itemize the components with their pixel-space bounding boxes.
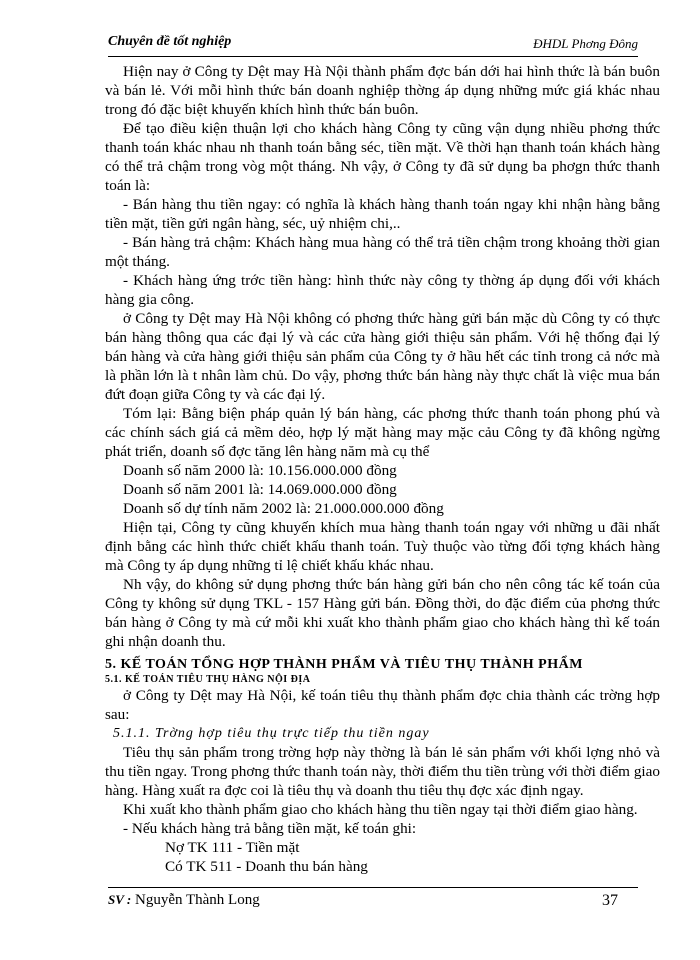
paragraph: Nh vậy, do không sử dụng phơng thức bán hàng gửi bán cho nên công tác kế toán của Công ty không sử dụng TKL - 157 Hàng gửi bán. Đồng thời, do đặc điểm của phơng thức bán hàng ở Công ty mà cứ mỗi khi xuất kho thành phẩm giao cho khách hàng thì kế toán ghi nhận doanh thu. bbox=[105, 576, 660, 650]
footer-author bbox=[108, 892, 260, 909]
paragraph: ở Công ty Dệt may Hà Nội, kế toán tiêu thụ thành phẩm đợc chia thành các trờng hợp sau: bbox=[105, 687, 660, 723]
subsubsection-title: 5.1.1. Trờng hợp tiêu thụ trực tiếp thu tiền ngay bbox=[113, 726, 430, 741]
paragraph: Tóm lại: Bằng biện pháp quản lý bán hàng, các phơng thức thanh toán phong phú và các chính sách giá cả mềm dẻo, hợp lý mặt hàng may mặc cảu Công ty đã không ngừng phát triển, doanh số đợc tăng lên hàng năm mà cụ thể bbox=[105, 405, 660, 460]
page-number: 37 bbox=[602, 892, 618, 909]
section-title: 5. KẾ TOÁN TỔNG HỢP THÀNH PHẨM VÀ TIÊU THỤ THÀNH PHẨM bbox=[105, 657, 583, 672]
subsection-title: 5.1. KẾ TOÁN TIÊU THỤ HÀNG NỘI ĐỊA bbox=[105, 674, 311, 685]
author-name: Nguyễn Thành Long bbox=[135, 892, 260, 908]
list-item: - Khách hàng ứng trớc tiền hàng: hình thức này công ty thờng áp dụng đối với khách hàng gia công. bbox=[105, 272, 660, 308]
revenue-line: Doanh số dự tính năm 2002 là: 21.000.000.000 đồng bbox=[123, 500, 444, 517]
list-item: - Bán hàng thu tiền ngay: có nghĩa là khách hàng thanh toán ngay khi nhận hàng bằng tiền mặt, tiền gửi ngân hàng, séc, uỷ nhiệm chi,.. bbox=[105, 196, 660, 232]
paragraph: Tiêu thụ sản phẩm trong trờng hợp này thờng là bán lẻ sản phẩm với khối lợng nhỏ và thu tiền ngay. Trong phơng thức thanh toán này, thời điểm thu tiền trùng với thời điểm giao hàng. Hàng xuất ra đợc coi là tiêu thụ và doanh thu tiêu thụ đợc xác định ngay. bbox=[105, 744, 660, 799]
accounting-entry: Nợ TK 111 - Tiền mặt bbox=[165, 839, 300, 856]
list-item: - Nếu khách hàng trả bằng tiền mặt, kế toán ghi: bbox=[123, 820, 417, 837]
revenue-line: Doanh số năm 2001 là: 14.069.000.000 đồng bbox=[123, 481, 397, 498]
header-school: ĐHDL Phơng Đông bbox=[533, 36, 638, 51]
paragraph: Để tạo điều kiện thuận lợi cho khách hàng Công ty cũng vận dụng nhiều phơng thức thanh toán khác nhau nh thanh toán bằng séc, tiền mặt. Về thời hạn thanh toán khách hàng có thể trả chậm trong vòg một tháng. Nh vậy, ở Công ty đã sử dụng ba phơgn thức thanh toán là: bbox=[105, 120, 660, 194]
page-header bbox=[108, 34, 638, 57]
paragraph: Khi xuất kho thành phẩm giao cho khách hàng thu tiền ngay tại thời điểm giao hàng. bbox=[123, 801, 638, 818]
paragraph: Hiện tại, Công ty cũng khuyến khích mua hàng thanh toán ngay với những u đãi nhất định bằng các hình thức chiết khấu thanh toán. Tuỳ thuộc vào từng đối tợng khách hàng mà Công ty áp dụng những tỉ lệ chiết khấu khác nhau. bbox=[105, 519, 660, 574]
header-title: Chuyên đề tốt nghiệp bbox=[108, 34, 232, 49]
paragraph: ở Công ty Dệt may Hà Nội không có phơng thức hàng gửi bán mặc dù Công ty có thực bán hàng thông qua các đại lý và các cửa hàng giới thiệu sản phẩm. Với hệ thống đại lý bán hàng và cửa hàng giới thiệu sản phẩm của Công ty ở hầu hết các tỉnh trong cả nớc mà là phần lớn là t nhân làm chủ. Do vậy, phơng thức bán hàng này thực chất là việc mua bán đứt đoạn giữa Công ty và các đại lý. bbox=[105, 310, 660, 403]
page-footer bbox=[108, 887, 638, 912]
document-body bbox=[105, 62, 660, 876]
paragraph: Hiện nay ở Công ty Dệt may Hà Nội thành phẩm đợc bán dới hai hình thức là bán buôn và bán lẻ. Với mỗi hình thức bán doanh nghiệp thờng áp dụng những mức giá khác nhau trong đó đặc biệt khuyến khích hình thức bán buôn. bbox=[105, 63, 660, 118]
author-prefix: SV : bbox=[108, 892, 132, 907]
list-item: - Bán hàng trả chậm: Khách hàng mua hàng có thể trả tiền chậm trong khoảng thời gian một tháng. bbox=[105, 234, 660, 270]
accounting-entry: Có TK 511 - Doanh thu bán hàng bbox=[165, 858, 368, 875]
revenue-line: Doanh số năm 2000 là: 10.156.000.000 đồng bbox=[123, 462, 397, 479]
